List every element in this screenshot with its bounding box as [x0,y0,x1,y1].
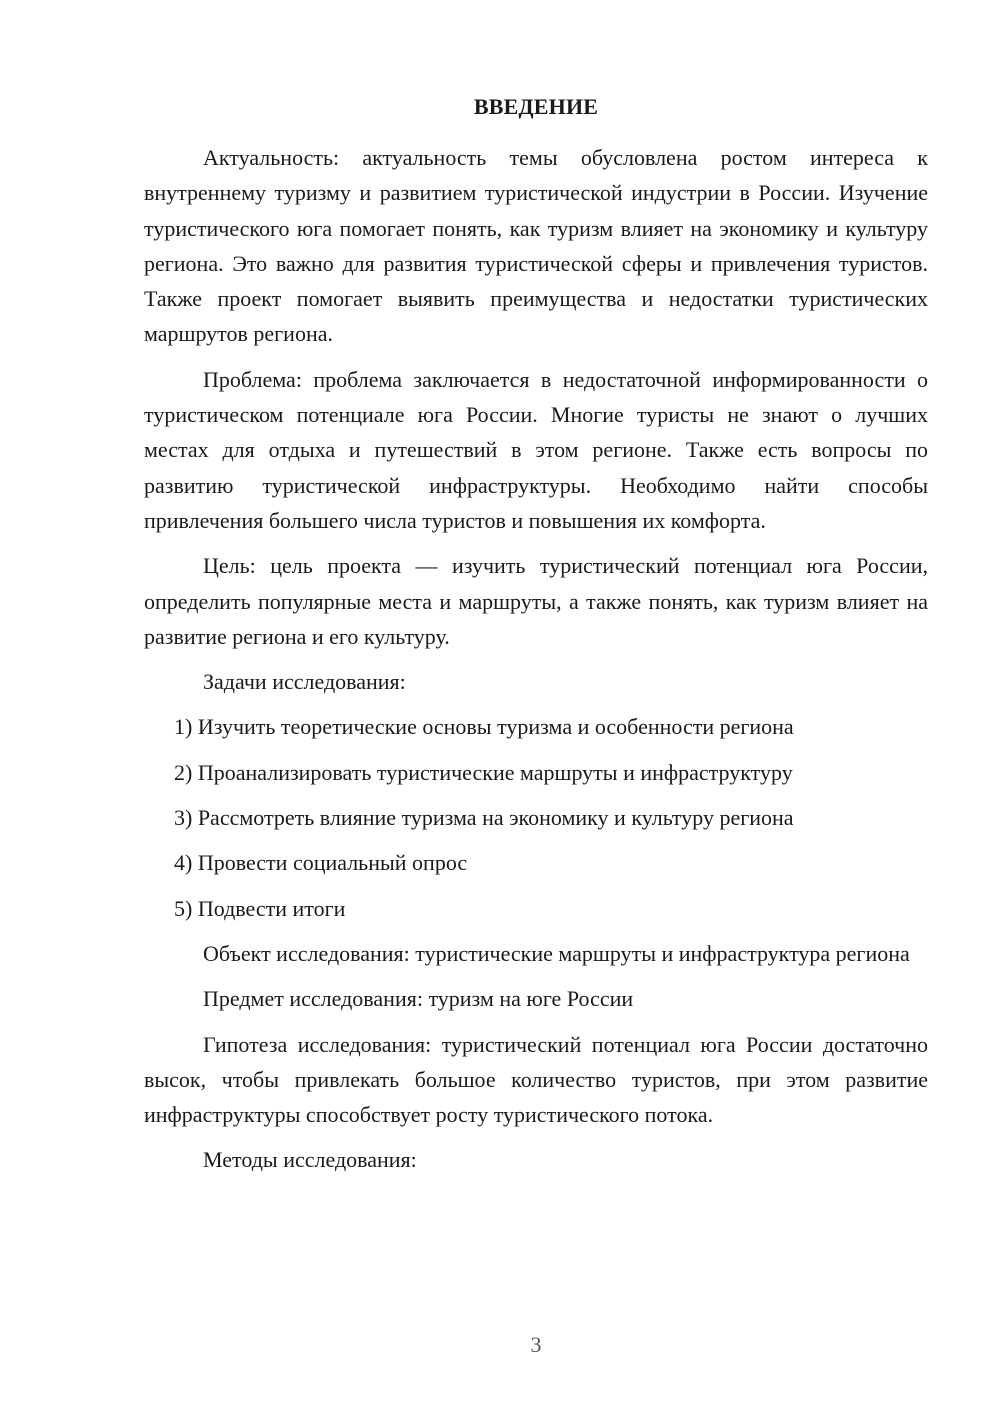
document-body [144,140,928,1188]
tasks-list [144,709,928,925]
paragraph-object: Объект исследования: туристические маршруты и инфраструктура региона [203,940,910,966]
task-item-1: 1) Изучить теоретические основы туризма и особенности региона [174,714,794,740]
paragraph-goal: Цель: цель проекта — изучить туристический потенциал юга России, определить популярные места и маршруты, а также понять, как туризм влияет на развитие региона и его культуру. [144,553,928,649]
task-item-2: 2) Проанализировать туристические маршруты и инфраструктуру [174,759,793,785]
page-number: 3 [530,1332,542,1357]
task-item-4: 4) Провести социальный опрос [174,850,468,876]
paragraph-hypothesis: Гипотеза исследования: туристический потенциал юга России достаточно высок, чтобы привлекать большое количество туристов, при этом развитие инфраструктуры способствует росту туристического потока. [144,1031,928,1128]
task-item-5: 5) Подвести итоги [174,895,346,921]
tasks-heading: Задачи исследования: [203,669,406,695]
paragraph-problem: Проблема: проблема заключается в недостаточной информированности о туристическом потенциале юга России. Многие туристы не знают о лучших местах для отдыха и путешествий в этом регионе. Также есть вопросы по развитию туристической инфраструктуры. Необходимо найти способы привлечения большего числа туристов и повышения их комфорта. [144,366,928,533]
methods-heading: Методы исследования: [203,1147,417,1173]
paragraph-relevance: Актуальность: актуальность темы обусловлена ростом интереса к внутреннему туризму и развитием туристической индустрии в России. Изучение туристического юга помогает понять, как туризм влияет на экономику и культуру региона. Это важно для развития туристической сферы и привлечения туристов. Также проект помогает выявить преимущества и недостатки туристических маршрутов региона. [144,145,928,347]
paragraph-subject: Предмет исследования: туризм на юге России [203,986,634,1012]
task-item-3: 3) Рассмотреть влияние туризма на экономику и культуру региона [174,805,794,831]
page-title: ВВЕДЕНИЕ [473,94,599,119]
document-page [144,0,928,1414]
